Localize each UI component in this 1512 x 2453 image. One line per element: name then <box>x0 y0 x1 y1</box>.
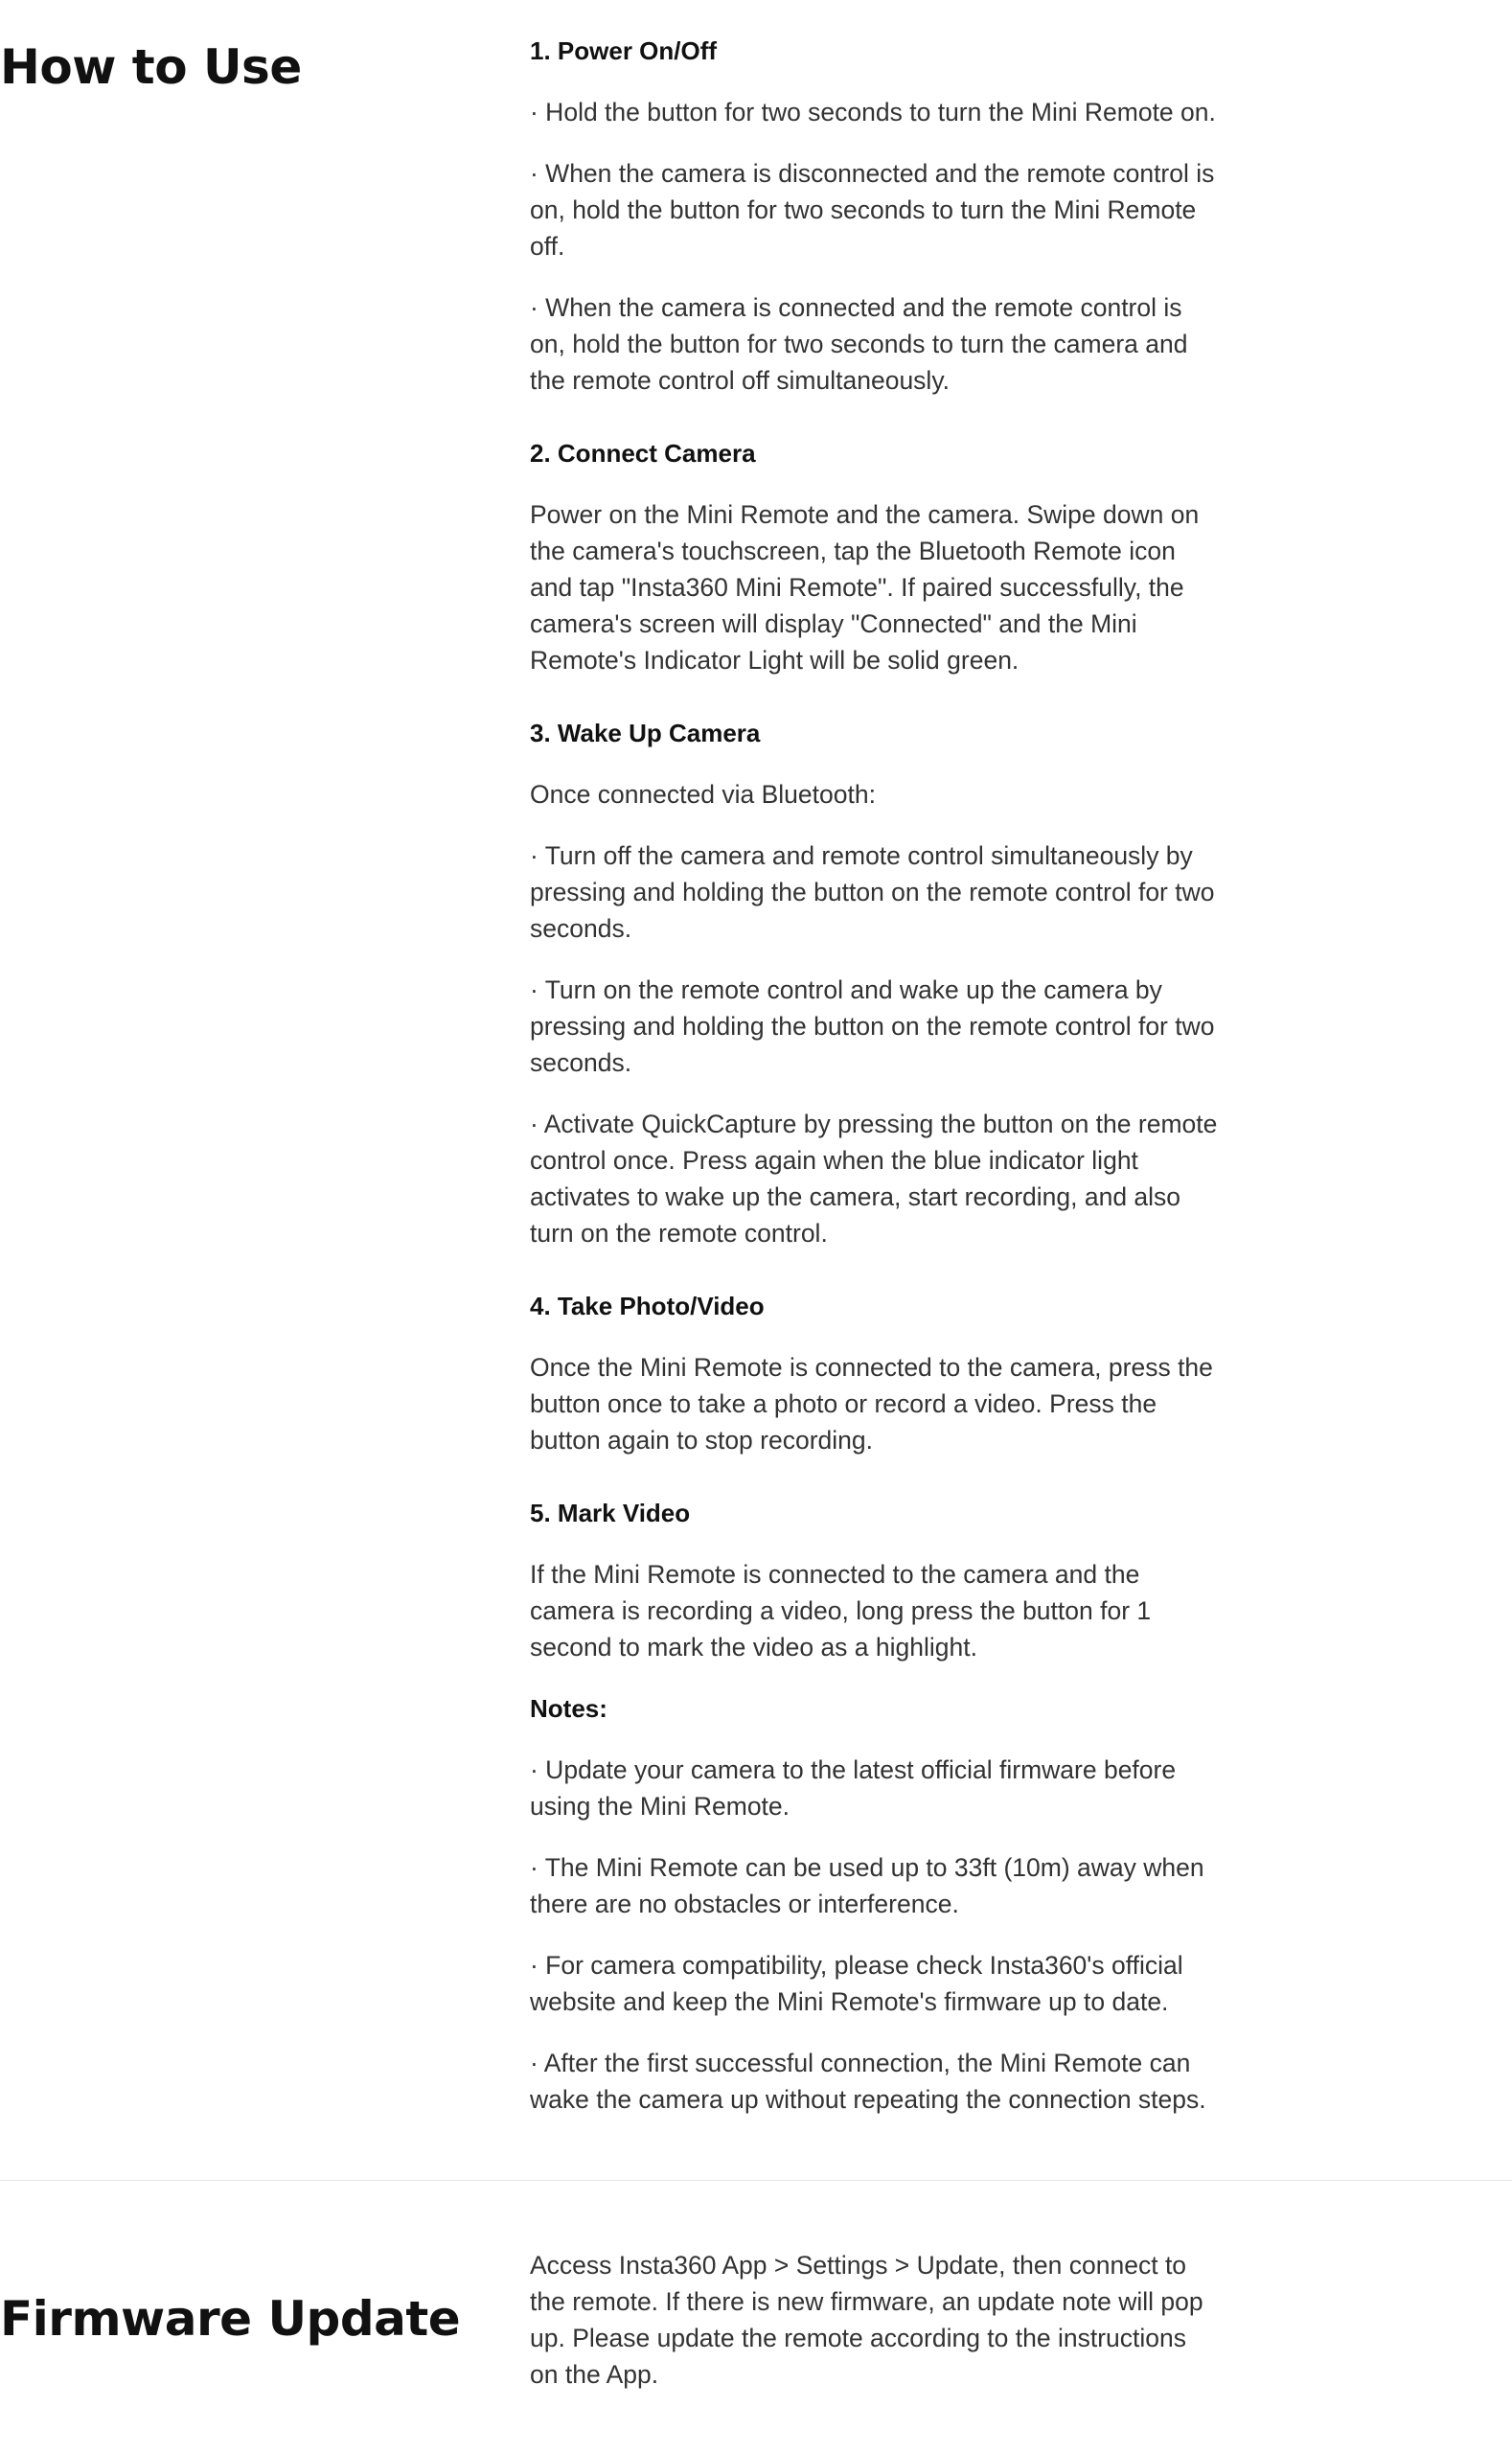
notes <box>530 1690 1220 2118</box>
step-paragraph: Once connected via Bluetooth: <box>530 780 876 809</box>
step-paragraph: If the Mini Remote is connected to the camera and the camera is recording a video, long press the button for 1 second to mark the video as a highlight. <box>530 1560 1152 1662</box>
step-paragraph: · When the camera is disconnected and the remote control is on, hold the button for two seconds to turn the Mini Remote off. <box>530 159 1215 261</box>
note-item: · After the first successful connection, the Mini Remote can wake the camera up without repeating the connection steps. <box>530 2049 1206 2114</box>
step-paragraph: · Turn on the remote control and wake up the camera by pressing and holding the button on the remote control for two seconds. <box>530 975 1215 1077</box>
step-mark-video <box>530 1495 1220 1665</box>
step-paragraph: · Turn off the camera and remote control simultaneously by pressing and holding the button on the remote control for two seconds. <box>530 841 1215 943</box>
step-paragraph: · Hold the button for two seconds to turn the Mini Remote on. <box>530 98 1216 126</box>
step-heading: 5. Mark Video <box>530 1499 691 1527</box>
step-heading: 2. Connect Camera <box>530 439 756 468</box>
step-wake-up-camera <box>530 715 1220 1251</box>
note-item: · For camera compatibility, please check Insta360's official website and keep the Mini Remote's firmware up to date. <box>530 1951 1183 2016</box>
step-take-photo-video <box>530 1288 1220 1458</box>
firmware-update-title: Firmware Update <box>0 2291 461 2347</box>
how-to-use-title: How to Use <box>0 39 302 95</box>
step-heading: 1. Power On/Off <box>530 36 718 65</box>
notes-heading: Notes: <box>530 1694 607 1723</box>
note-item: · Update your camera to the latest official firmware before using the Mini Remote. <box>530 1755 1177 1821</box>
step-power <box>530 33 1220 399</box>
how-to-use-content <box>530 33 1220 2118</box>
note-item: · The Mini Remote can be used up to 33ft (10m) away when there are no obstacles or interference. <box>530 1853 1204 1918</box>
step-connect-camera <box>530 435 1220 678</box>
step-heading: 4. Take Photo/Video <box>530 1292 765 1320</box>
firmware-update-text: Access Insta360 App > Settings > Update, then connect to the remote. If there is new firmware, an update note will pop up. Please update the remote according to the instructions on the App. <box>530 2251 1203 2389</box>
step-paragraph: · When the camera is connected and the remote control is on, hold the button for two seconds to turn the camera and the remote control off simultaneously. <box>530 293 1188 395</box>
step-heading: 3. Wake Up Camera <box>530 719 761 747</box>
step-paragraph: Once the Mini Remote is connected to the camera, press the button once to take a photo or record a video. Press the button again to stop recording. <box>530 1353 1213 1455</box>
section-divider <box>0 2180 1512 2181</box>
firmware-update-content <box>530 2247 1220 2393</box>
step-paragraph: Power on the Mini Remote and the camera. Swipe down on the camera's touchscreen, tap the Bluetooth Remote icon and tap "Insta360 Mini Remote". If paired successfully, the camera's screen will display "Connected" and the Mini Remote's Indicator Light will be solid green. <box>530 500 1200 675</box>
step-paragraph: · Activate QuickCapture by pressing the button on the remote control once. Press again when the blue indicator light activates to wake up the camera, start recording, and also turn on the remote control. <box>530 1110 1218 1248</box>
